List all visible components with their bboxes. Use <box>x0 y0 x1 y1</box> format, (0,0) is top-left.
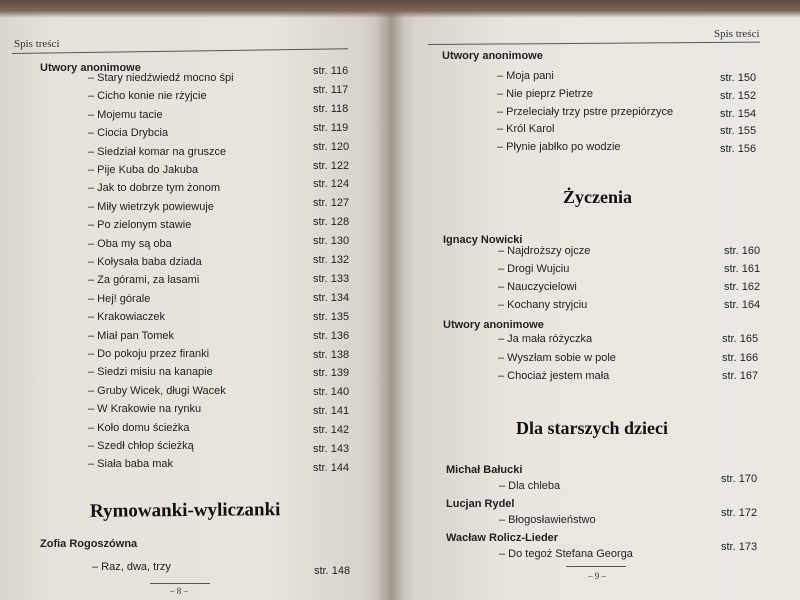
left-footer-rule <box>150 583 210 584</box>
toc-entry-page: str. 170 <box>721 473 758 485</box>
left-section-title: Rymowanki-wyliczanki <box>89 499 281 522</box>
toc-entry-page: str. 139 <box>313 367 350 380</box>
toc-entry-page: str. 161 <box>724 263 761 275</box>
toc-entry-page: str. 116 <box>313 65 349 77</box>
left-running-header: Spis treści <box>14 38 60 50</box>
toc-entry-page: str. 167 <box>722 370 759 382</box>
toc-entry-page: str. 135 <box>313 310 350 323</box>
toc-entry-author: Wacław Rolicz-Lieder <box>446 532 559 544</box>
toc-entry-page: str. 172 <box>721 507 758 519</box>
right-section-title-starsi: Dla starszych dzieci <box>516 418 668 438</box>
toc-entry-title: – Błogosławieństwo <box>499 514 596 526</box>
right-author-anonymous-2: Utwory anonimowe <box>443 319 544 331</box>
toc-entry-page: str. 150 <box>720 72 757 84</box>
toc-entry-title: – Wyszłam sobie w pole <box>498 351 616 364</box>
toc-entry-page: str. 142 <box>313 424 350 437</box>
toc-entry-title: – Dla chleba <box>499 480 561 492</box>
toc-entry-title: – Najdroższy ojcze <box>498 245 591 257</box>
toc-entry-page: str. 140 <box>313 386 350 399</box>
toc-entry-page: str. 156 <box>720 143 757 156</box>
toc-entry-page: str. 128 <box>313 216 350 229</box>
toc-entry-title: – Płynie jabłko po wodzie <box>497 141 621 154</box>
toc-entry-title: – Drogi Wujciu <box>498 263 570 275</box>
toc-entry-page: str. 132 <box>313 254 350 266</box>
toc-entry-title: – Pije Kuba do Jakuba <box>88 164 199 176</box>
toc-entry-page: str. 152 <box>720 89 757 102</box>
toc-entry-title: – Hej! górale <box>88 292 151 305</box>
toc-entry-title: – W Krakowie na rynku <box>88 403 202 416</box>
toc-entry-title: – Ciocia Drybcia <box>88 127 169 140</box>
toc-entry-title: – Ja mała różyczka <box>498 333 593 345</box>
toc-entry-title: – Siedzi misiu na kanapie <box>88 366 213 379</box>
toc-entry-page: str. 166 <box>722 351 759 364</box>
toc-entry-title: – Jak to dobrze tym żonom <box>88 182 221 195</box>
toc-entry-title: – Po zielonym stawie <box>88 219 192 232</box>
toc-entry-title: – Siedział komar na gruszce <box>88 145 227 158</box>
toc-entry-page: str. 133 <box>313 272 350 285</box>
toc-entry-page: str. 162 <box>724 281 761 293</box>
right-page-number: – 9 – <box>588 571 606 581</box>
toc-entry-page: str. 138 <box>313 348 350 361</box>
right-author-nowicki: Ignacy Nowicki <box>443 234 523 246</box>
toc-entry-page: str. 120 <box>313 140 350 153</box>
toc-entry-page: str. 141 <box>313 405 350 418</box>
toc-entry-title: – Kołysała baba dziada <box>88 256 202 268</box>
right-footer-rule <box>566 566 626 567</box>
toc-entry-page: str. 154 <box>720 107 757 120</box>
toc-entry-page: str. 127 <box>313 197 350 210</box>
toc-entry-page: str. 143 <box>313 443 350 455</box>
toc-entry-title: – Do pokoju przez firanki <box>88 348 210 360</box>
toc-entry-page: str. 134 <box>313 291 350 304</box>
right-author-anonymous-1: Utwory anonimowe <box>442 50 543 62</box>
toc-entry-author: Lucjan Rydel <box>446 498 515 510</box>
toc-entry-title: – Mojemu tacie <box>88 108 163 121</box>
toc-entry-page: str. 155 <box>720 125 757 138</box>
toc-entry-title: – Miły wietrzyk powiewuje <box>88 200 214 213</box>
toc-entry-page: str. 164 <box>724 299 761 311</box>
toc-entry-title: – Szedł chłop ścieżką <box>88 440 194 452</box>
toc-entry-page: str. 136 <box>313 329 350 342</box>
left-toc-last-page: str. 148 <box>314 565 351 577</box>
toc-entry-title: – Oba my są oba <box>88 237 172 250</box>
left-toc-last-title: – Raz, dwa, trzy <box>92 561 171 573</box>
toc-entry-title: – Za górami, za lasami <box>88 274 200 287</box>
book-gutter <box>376 0 404 600</box>
toc-entry-title: – Do tegoż Stefana Georga <box>499 548 633 560</box>
toc-entry-title: – Stary niedźwiedź mocno śpi <box>88 72 234 84</box>
toc-entry-page: str. 118 <box>313 102 349 115</box>
toc-entry-author: Michał Bałucki <box>446 464 523 476</box>
toc-entry-page: str. 165 <box>722 333 759 345</box>
toc-entry-page: str. 124 <box>313 178 350 191</box>
toc-entry-page: str. 144 <box>313 461 350 474</box>
toc-entry-title: – Siała baba mak <box>88 458 173 471</box>
toc-entry-title: – Nie pieprz Pietrze <box>497 87 593 100</box>
toc-entry-title: – Przeleciały trzy pstre przepiórzyce <box>497 105 674 118</box>
toc-entry-page: str. 122 <box>313 159 350 172</box>
right-running-header: Spis treści <box>714 28 760 40</box>
toc-entry-title: – Kochany stryjciu <box>498 299 588 311</box>
toc-entry-title: – Chociaż jestem mała <box>498 370 610 382</box>
toc-entry-page: str. 119 <box>313 121 349 134</box>
toc-entry-title: – Miał pan Tomek <box>88 329 175 342</box>
left-author-rogoszowna: Zofia Rogoszówna <box>40 538 138 550</box>
toc-entry-title: – Nauczycielowi <box>498 281 577 293</box>
toc-entry-page: str. 173 <box>721 541 758 553</box>
left-page-number: – 8 – <box>170 586 188 596</box>
toc-entry-page: str. 117 <box>313 83 349 96</box>
toc-entry-page: str. 130 <box>313 235 350 248</box>
toc-entry-title: – Koło domu ścieżka <box>88 421 190 434</box>
toc-entry-title: – Moja pani <box>497 70 554 82</box>
toc-entry-title: – Cicho konie nie rżyjcie <box>88 90 207 103</box>
toc-entry-page: str. 160 <box>724 245 761 257</box>
toc-entry-title: – Gruby Wicek, długi Wacek <box>88 384 226 397</box>
left-author-anonymous: Utwory anonimowe <box>40 62 141 74</box>
right-section-title-zyczenia: Życzenia <box>563 187 632 207</box>
toc-entry-title: – Krakowiaczek <box>88 311 166 324</box>
book-cover-edge <box>0 0 800 18</box>
toc-entry-title: – Król Karol <box>497 123 555 136</box>
